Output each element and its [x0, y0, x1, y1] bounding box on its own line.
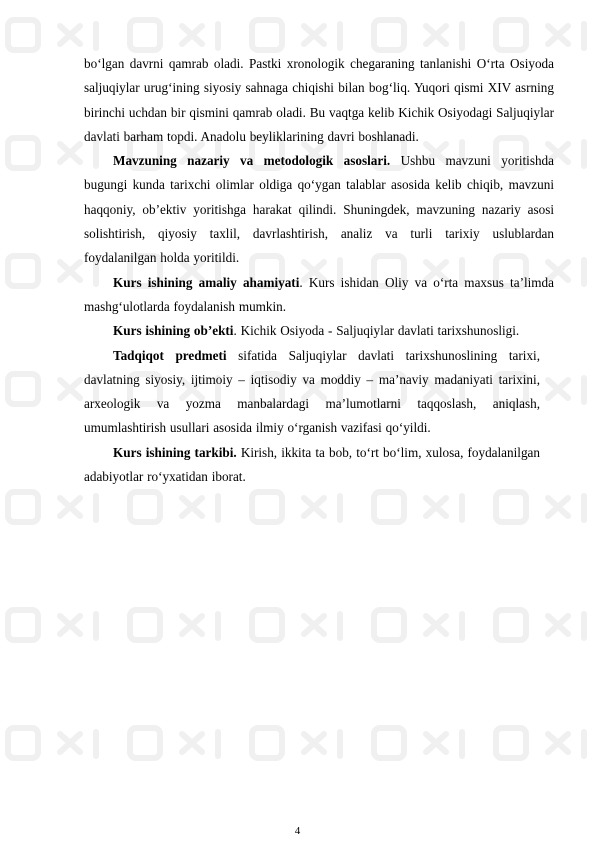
watermark-tile	[130, 492, 218, 522]
watermark-tile	[496, 610, 584, 640]
watermark-tile	[130, 20, 218, 50]
watermark-tile	[252, 728, 340, 758]
watermark-tile	[8, 20, 96, 50]
paragraph-heading: Kurs ishining ob’ekti	[113, 323, 234, 339]
watermark-tile	[374, 492, 462, 522]
watermark-tile	[374, 20, 462, 50]
watermark-tile	[496, 20, 584, 50]
paragraph-text: sifatida Saljuqiylar davlati tarixshunoslining tarixi, davlatning siyosiy, ijtimoiy – iqtisodiy va moddiy – ma’naviy madaniyati tarixini, arxeologik va yozma manbalardagi ma’lumotlarni taqqoslash, aniqlash, umumlashtirish usullari asosida ilmiy o‘rganish vazifasi qo‘yildi.	[84, 347, 540, 436]
paragraph-structure	[84, 441, 540, 490]
watermark-tile	[8, 610, 96, 640]
document-body	[84, 52, 554, 489]
watermark-tile	[252, 492, 340, 522]
watermark-tile	[252, 610, 340, 640]
watermark-tile	[8, 374, 96, 404]
paragraph-text: . Kichik Osiyoda - Saljuqiylar davlati tarixshunosligi.	[233, 323, 520, 339]
watermark-tile	[374, 728, 462, 758]
watermark-tile	[496, 728, 584, 758]
watermark-tile	[8, 138, 96, 168]
watermark-tile	[8, 492, 96, 522]
paragraph-heading: Kurs ishining amaliy ahamiyati	[113, 274, 300, 290]
watermark-tile	[130, 610, 218, 640]
paragraph-heading: Kurs ishining tarkibi.	[113, 444, 237, 460]
paragraph-heading: Tadqiqot predmeti	[113, 347, 227, 363]
watermark-tile	[252, 20, 340, 50]
paragraph-text: Ushbu mavzuni yoritishda bugungi kunda tarixchi olimlar oldiga qo‘ygan talablar asosida kelib chiqib, mavzuni haqqoniy, ob’ektiv yoritishga harakat qilindi. Shuningdek, mavzuning nazariy asosi solishtirish, qiyosiy taxlil, davrlashtirish, analiz va turli tarixiy uslublardan foydalanilgan holda yoritildi.	[84, 153, 555, 266]
watermark-tile	[8, 256, 96, 286]
watermark-tile	[496, 492, 584, 522]
paragraph-practical-significance	[84, 271, 554, 320]
watermark-tile	[130, 728, 218, 758]
watermark-tile	[374, 610, 462, 640]
paragraph-text: . Kurs ishidan Oliy va o‘rta maxsus ta’limda mashg‘ulotlarda foydalanish mumkin.	[84, 274, 554, 314]
page-number: 4	[294, 825, 301, 837]
paragraph-object	[84, 319, 540, 343]
paragraph-heading: Mavzuning nazariy va metodologik asoslari.	[113, 153, 391, 169]
paragraph-text: bo‘lgan davrni qamrab oladi. Pastki xronologik chegaraning tanlanishi O‘rta Osiyoda saljuqiylar urug‘ining siyosiy sahnaga chiqishi bilan bog‘liq. Yuqori qismi XIV asrning birinchi uchdan bir qismini qamrab oladi. Bu vaqtga kelib Kichik Osiyodagi Saljuqiylar davlati barham topdi. Anadolu beyliklarining davri boshlanadi.	[84, 56, 554, 144]
paragraph-theoretical-basis	[84, 149, 554, 270]
paragraph-subject	[84, 344, 540, 441]
paragraph-chronology	[84, 52, 554, 149]
watermark-tile	[8, 728, 96, 758]
paragraph-text: Kirish, ikkita ta bob, to‘rt bo‘lim, xulosa, foydalanilgan adabiyotlar ro‘yxatidan iborat.	[84, 444, 540, 485]
